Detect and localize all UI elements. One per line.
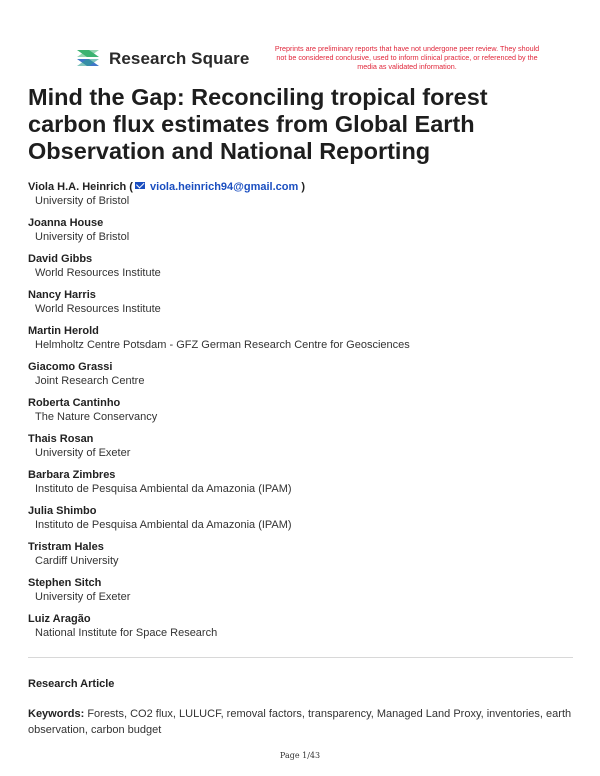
preprint-disclaimer: Preprints are preliminary reports that have not undergone peer review. They should not be considered conclusive, used to inform clinical practice, or referenced by the media as validated information. [274,44,540,71]
author-affiliation: University of Bristol [35,195,130,207]
author-entry [28,216,573,244]
author-email-link[interactable]: viola.heinrich94@gmail.com [150,181,299,193]
paren-close: ) [301,181,306,193]
author-name: Nancy Harris [28,289,96,301]
author-name: Julia Shimbo [28,505,97,517]
page-number: Page 1/43 [279,751,321,760]
author-affiliation: Joint Research Centre [35,375,145,387]
email-icon [135,182,145,189]
author-affiliation: Instituto de Pesquisa Ambiental da Amazonia (IPAM) [35,519,292,531]
author-affiliation: University of Exeter [35,591,131,603]
author-name-text: Viola H.A. Heinrich [28,181,127,193]
author-affiliation: University of Exeter [35,447,131,459]
author-entry [28,324,573,352]
author-entry [28,432,573,460]
author-name: Martin Herold [28,325,99,337]
author-name: Luiz Aragão [28,613,91,625]
paren-open: ( [129,181,133,193]
research-square-logo-icon [75,46,101,72]
author-affiliation: World Resources Institute [35,267,161,279]
author-affiliation: Instituto de Pesquisa Ambiental da Amazonia (IPAM) [35,483,292,495]
author-entry [28,540,573,568]
author-name: Barbara Zimbres [28,469,116,481]
author-entry [28,360,573,388]
author-name: Stephen Sitch [28,577,102,589]
keywords-text: Forests, CO2 flux, LULUCF, removal factors, transparency, Managed Land Proxy, inventories, earth observation, carbon budget [28,708,572,736]
author-affiliation: Helmholtz Centre Potsdam - GFZ German Research Centre for Geosciences [35,339,410,351]
keywords-label: Keywords: [28,708,85,720]
author-entry [28,288,573,316]
article-type: Research Article [28,678,115,690]
author-affiliation: University of Bristol [35,231,130,243]
author-name: Tristram Hales [28,541,104,553]
paper-title: Mind the Gap: Reconciling tropical forest carbon flux estimates from Global Earth Observation and National Reporting [28,84,488,164]
research-square-logo[interactable] [75,46,249,72]
author-entry [28,252,573,280]
author-name: Joanna House [28,217,104,229]
keywords [28,706,573,738]
author-entry [28,180,573,208]
author-affiliation: World Resources Institute [35,303,161,315]
author-name: Roberta Cantinho [28,397,121,409]
author-entry [28,612,573,640]
author-name: David Gibbs [28,253,93,265]
author-name [28,180,573,194]
section-divider [28,657,573,658]
author-name: Thais Rosan [28,433,94,445]
author-list [28,180,573,648]
author-affiliation: The Nature Conservancy [35,411,158,423]
author-name: Giacomo Grassi [28,361,113,373]
author-entry [28,468,573,496]
logo-text: Research Square [109,49,250,68]
author-affiliation: National Institute for Space Research [35,627,218,639]
author-affiliation: Cardiff University [35,555,119,567]
author-entry [28,504,573,532]
author-entry [28,396,573,424]
author-entry [28,576,573,604]
